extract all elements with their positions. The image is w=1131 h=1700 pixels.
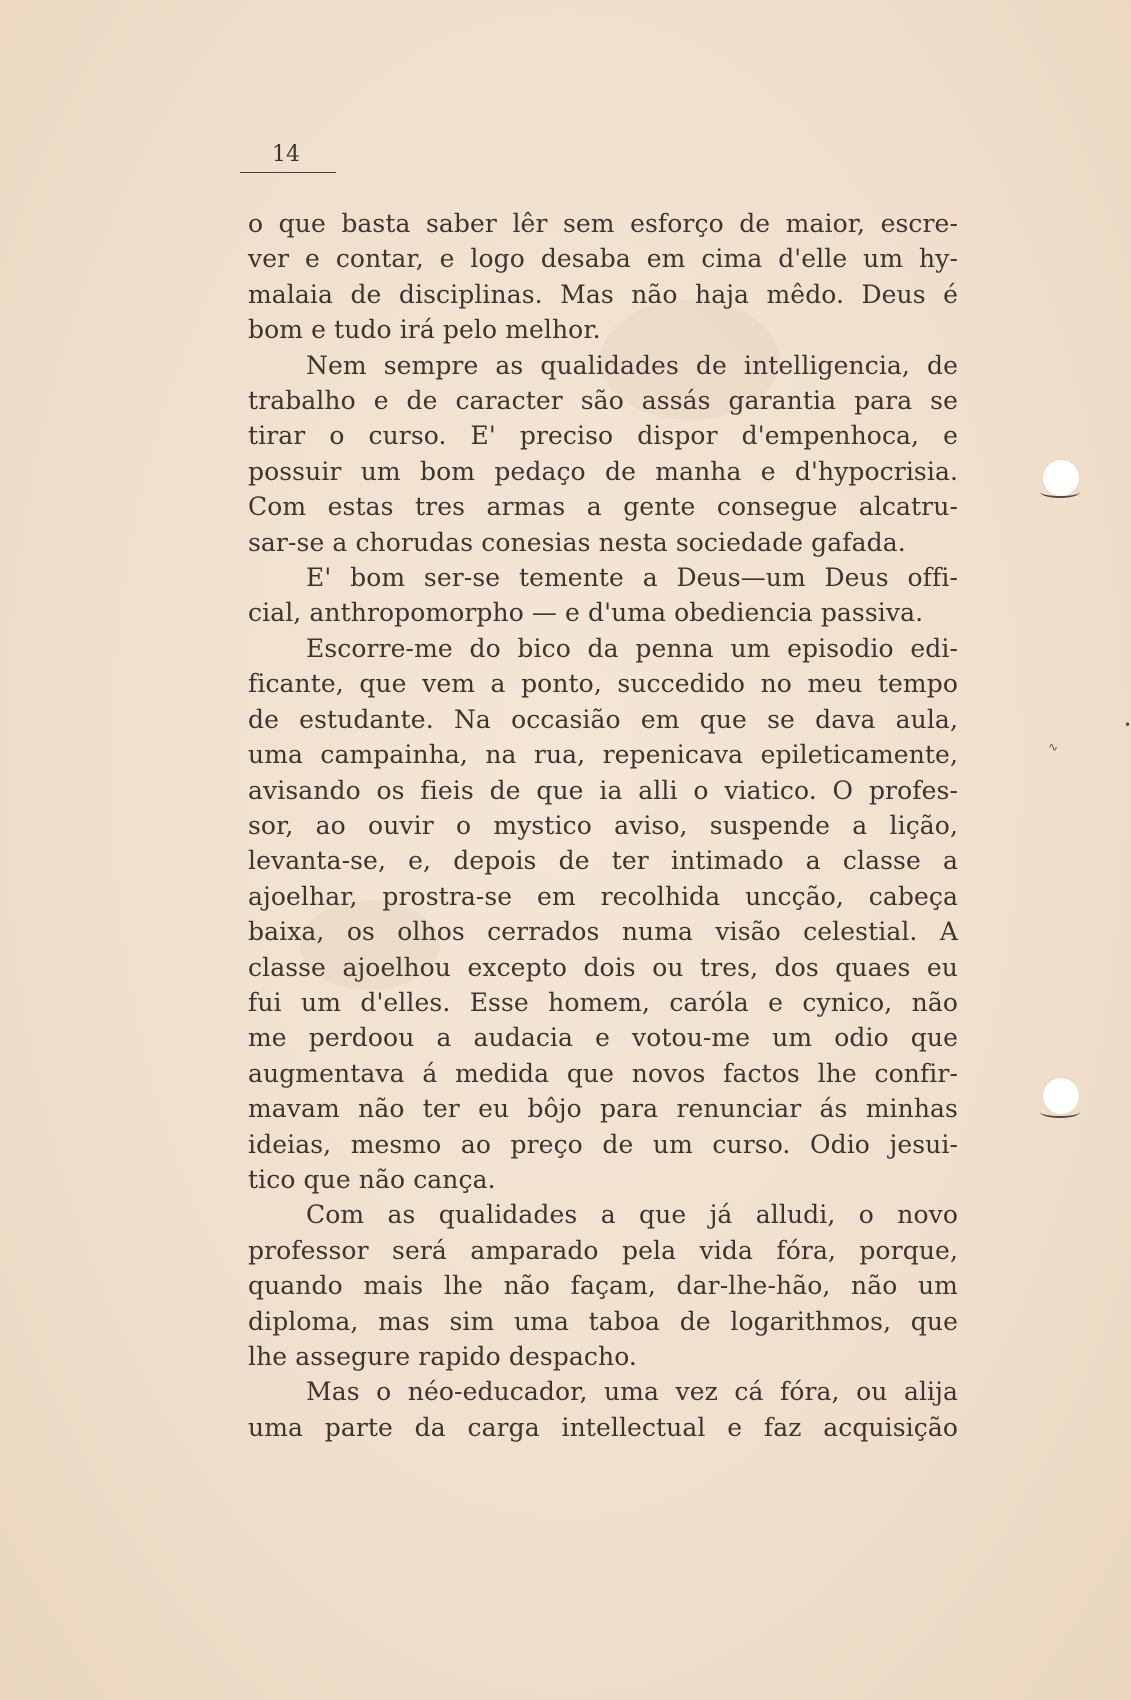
punch-hole-shadow [1040, 486, 1080, 498]
text-line: Nem sempre as qualidades de intelligencia, de [306, 350, 958, 380]
text-line: sar-se a chorudas conesias nesta sociedade gafada. [248, 527, 906, 557]
text-line: cial, anthropomorpho — e d'uma obediencia passiva. [248, 598, 924, 628]
punch-hole-shadow [1040, 1106, 1080, 1118]
text-line: Mas o néo-educador, uma vez cá fóra, ou alija [306, 1377, 958, 1407]
text-line: de estudante. Na occasião em que se dava aula, [248, 704, 958, 734]
margin-mark: ∿ [1048, 740, 1059, 754]
text-line: possuir um bom pedaço de manha e d'hypocrisia. [248, 456, 958, 486]
text-line: lhe assegure rapido despacho. [248, 1342, 637, 1371]
text-line: tico que não cança. [248, 1164, 496, 1194]
text-line: classe ajoelhou excepto dois ou tres, dos quaes eu [248, 952, 958, 982]
text-line: Com as qualidades a que já alludi, o novo [306, 1200, 958, 1230]
text-line: baixa, os olhos cerrados numa visão celestial. A [248, 917, 958, 947]
text-line: malaia de disciplinas. Mas não haja mêdo. Deus é [248, 279, 958, 309]
text-line: uma parte da carga intellectual e faz acquisição [248, 1412, 958, 1442]
body-text [248, 206, 958, 1445]
text-line: tirar o curso. E' preciso dispor d'empenhoca, e [248, 421, 958, 451]
margin-mark: • [1124, 718, 1131, 732]
text-line: levanta-se, e, depois de ter intimado a classe a [248, 846, 958, 876]
text-line: trabalho e de caracter são assás garantia para se [248, 386, 958, 416]
text-line: quando mais lhe não façam, dar-lhe-hão, não um [248, 1271, 958, 1301]
header-rule [240, 172, 336, 173]
text-line: uma campainha, na rua, repenicava epileticamente, [248, 740, 958, 770]
text-line: me perdoou a audacia e votou-me um odio que [248, 1023, 958, 1053]
text-line: Escorre-me do bico da penna um episodio edi- [306, 633, 958, 663]
text-line: ver e contar, e logo desaba em cima d'elle um hy- [248, 244, 958, 274]
text-line: sor, ao ouvir o mystico aviso, suspende a lição, [248, 810, 958, 840]
text-line: E' bom ser-se temente a Deus—um Deus offi- [306, 563, 958, 593]
text-line: avisando os fieis de que ia alli o viatico. O profes- [248, 775, 958, 805]
text-line: ideias, mesmo ao preço de um curso. Odio jesui- [248, 1129, 958, 1159]
text-line: Com estas tres armas a gente consegue alcatru- [248, 492, 958, 522]
page-number: 14 [272, 142, 300, 167]
text-line: mavam não ter eu bôjo para renunciar ás minhas [248, 1094, 958, 1124]
text-line: augmentava á medida que novos factos lhe confir- [248, 1058, 958, 1088]
text-line: o que basta saber lêr sem esforço de maior, escre- [248, 209, 958, 238]
text-line: professor será amparado pela vida fóra, porque, [248, 1235, 958, 1265]
text-line: fui um d'elles. Esse homem, caróla e cynico, não [248, 987, 958, 1017]
text-line: ficante, que vem a ponto, succedido no meu tempo [248, 669, 958, 699]
text-line: ajoelhar, prostra-se em recolhida uncção, cabeça [248, 881, 958, 911]
text-line: diploma, mas sim uma taboa de logarithmos, que [248, 1306, 958, 1336]
text-line: bom e tudo irá pelo melhor. [248, 315, 601, 345]
